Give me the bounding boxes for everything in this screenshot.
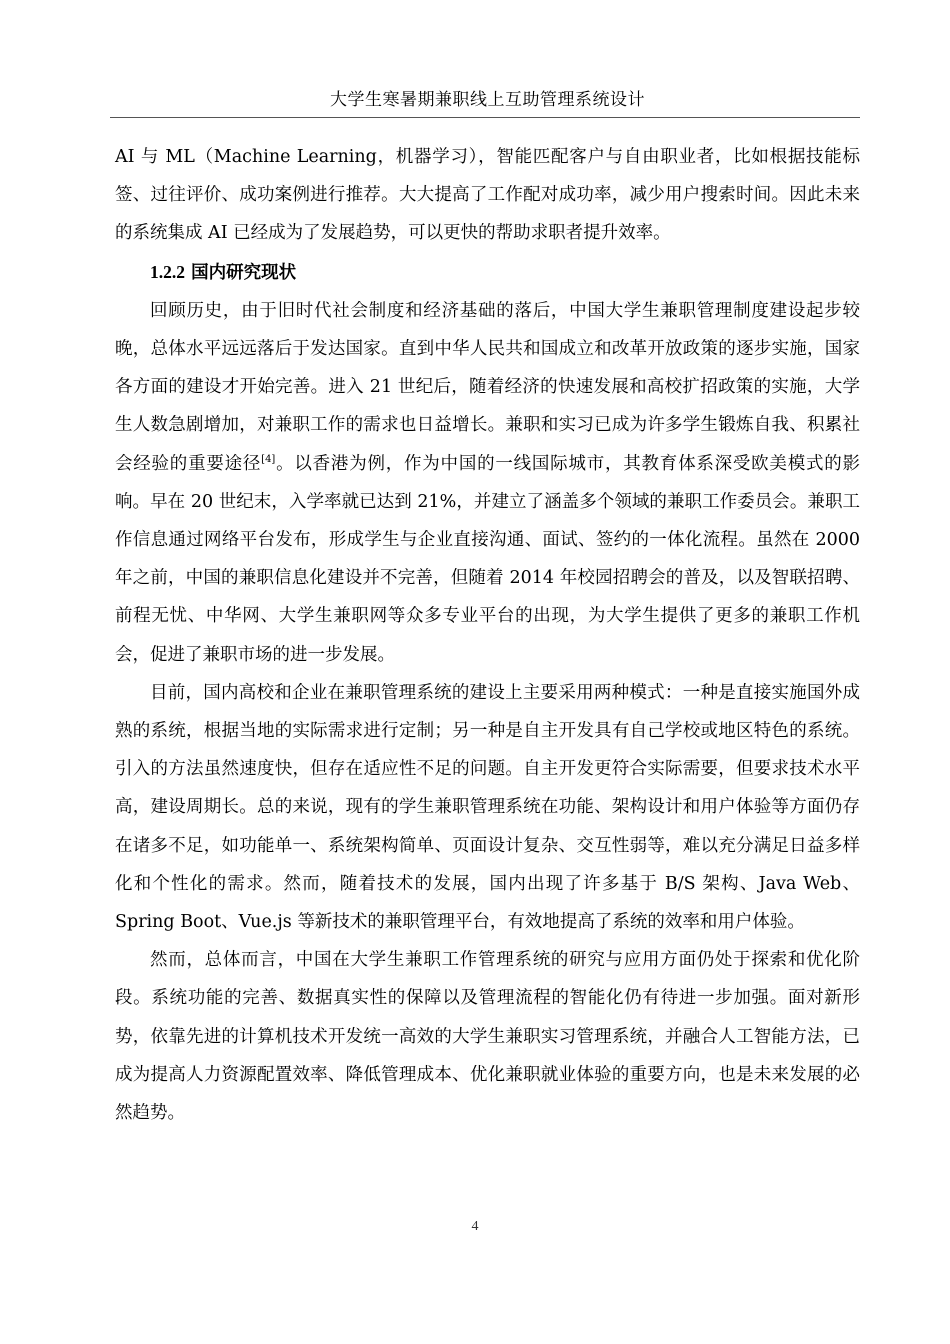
page-body — [115, 138, 860, 1132]
header-divider — [110, 117, 860, 118]
paragraph-text: 回顾历史，由于旧时代社会制度和经济基础的落后，中国大学生兼职管理制度建设起步较晚，总体水平远远落后于发达国家。直到中华人民共和国成立和改革开放政策的逐步实施，国家各方面的建设才开始完善。进入 21 世纪后，随着经济的快速发展和高校扩招政策的实施，大学生人数急剧增加，对兼职工作的需求也日益增长。兼职和实习已成为许多学生锻炼自我、积累社会经验的重要途径 — [115, 300, 860, 474]
paragraph-text: 。以香港为例，作为中国的一线国际城市，其教育体系深受欧美模式的影响。早在 20 世纪末，入学率就已达到 21%，并建立了涵盖多个领域的兼职工作委员会。兼职工作信息通过网络平台发布，形成学生与企业直接沟通、面试、签约的一体化流程。虽然在 2000 年之前，中国的兼职信息化建设并不完善，但随着 2014 年校园招聘会的普及，以及智联招聘、前程无忧、中华网、大学生兼职网等众多专业平台的出现，为大学生提供了更多的兼职工作机会，促进了兼职市场的进一步发展。 — [115, 453, 861, 665]
section-number: 1.2.2 — [150, 261, 185, 282]
intro-paragraph: AI 与 ML（Machine Learning，机器学习），智能匹配客户与自由职业者，比如根据技能标签、过往评价、成功案例进行推荐。大大提高了工作配对成功率，减少用户搜索时间。因此未来的系统集成 AI 已经成为了发展趋势，可以更快的帮助求职者提升效率。 — [115, 147, 860, 244]
paragraph-conclusion: 然而，总体而言，中国在大学生兼职工作管理系统的研究与应用方面仍处于探索和优化阶段。系统功能的完善、数据真实性的保障以及管理流程的智能化仍有待进一步加强。面对新形势，依靠先进的计算机技术开发统一高效的大学生兼职实习管理系统，并融合人工智能方法，已成为提高人力资源配置效率、降低管理成本、优化兼职就业体验的重要方向，也是未来发展的必然趋势。 — [115, 950, 860, 1124]
citation-reference[interactable]: [4] — [261, 453, 276, 465]
paragraph-current-models: 目前，国内高校和企业在兼职管理系统的建设上主要采用两种模式：一种是直接实施国外成熟的系统，根据当地的实际需求进行定制；另一种是自主开发具有自己学校或地区特色的系统。引入的方法虽然速度快，但存在适应性不足的问题。自主开发更符合实际需要，但要求技术水平高，建设周期长。总的来说，现有的学生兼职管理系统在功能、架构设计和用户体验等方面仍存在诸多不足，如功能单一、系统架构简单、页面设计复杂、交互性弱等，难以充分满足日益多样化和个性化的需求。然而，随着技术的发展，国内出现了许多基于 B/S 架构、Java Web、Spring Boot、Vue.js 等新技术的兼职管理平台，有效地提高了系统的效率和用户体验。 — [115, 682, 860, 933]
running-header: 大学生寒暑期兼职线上互助管理系统设计 — [330, 90, 645, 110]
section-heading — [115, 253, 860, 292]
page-number: 4 — [471, 1219, 479, 1234]
paragraph-history — [115, 292, 860, 674]
section-title: 国内研究现状 — [191, 262, 297, 283]
